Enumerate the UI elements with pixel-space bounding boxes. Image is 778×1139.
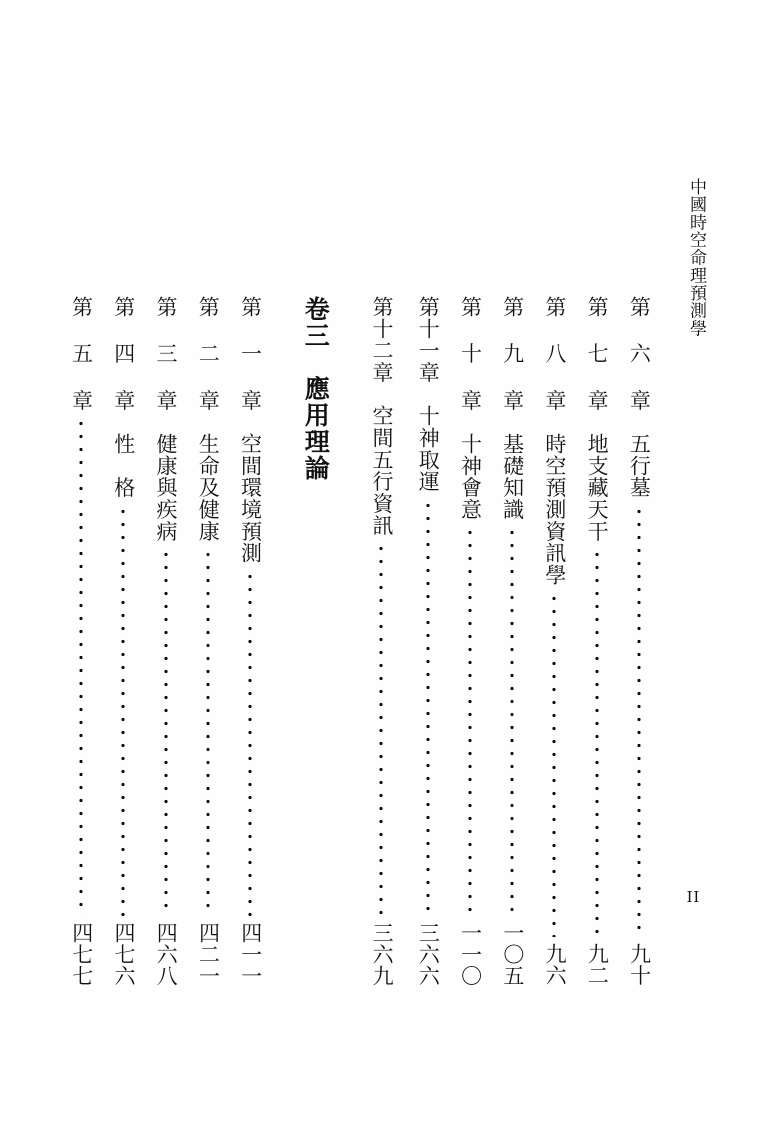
toc-section-heading — [289, 296, 342, 986]
toc-entry-page: 一一〇 — [458, 921, 483, 986]
running-head: 中國時空命理預測學 — [686, 178, 706, 338]
toc-leader-dots — [248, 570, 252, 916]
toc-entry[interactable] — [229, 296, 271, 986]
toc-leader-dots — [121, 505, 125, 916]
toc-entry-label: 第 六 章 五行墓 — [627, 296, 652, 499]
toc-leader-dots — [637, 505, 641, 938]
toc-entry-page: 九十 — [627, 943, 652, 986]
toc-entry[interactable] — [360, 296, 402, 986]
toc-entry[interactable] — [407, 296, 449, 986]
toc-entry-label: 第 九 章 基礎知識 — [500, 296, 525, 521]
toc-entry-page: 三六六 — [416, 921, 441, 986]
toc-entry-page: 三六九 — [370, 921, 395, 986]
toc-entry-page: 四一一 — [238, 921, 263, 986]
toc-entry[interactable] — [533, 296, 575, 986]
toc-entry-label: 第 八 章 時空預測資訊學 — [542, 296, 567, 586]
toc-entry[interactable] — [60, 296, 102, 986]
toc-entry[interactable] — [491, 296, 533, 986]
table-of-contents — [60, 296, 660, 996]
toc-entry-page: 四七七 — [69, 921, 94, 986]
toc-entry[interactable] — [449, 296, 491, 986]
toc-entry-page: 四六八 — [154, 921, 179, 986]
toc-entry[interactable] — [144, 296, 186, 986]
toc-leader-dots — [510, 526, 514, 915]
toc-entry-label: 第 二 章 生命及健康 — [196, 296, 221, 543]
toc-entry-page: 一〇五 — [500, 921, 525, 986]
toc-leader-dots — [426, 499, 430, 916]
toc-entry-label: 第 七 章 地支藏天干 — [585, 296, 610, 543]
toc-entry-page: 四七六 — [111, 921, 136, 986]
toc-entry-label: 第十二章 空間五行資訊 — [369, 296, 394, 537]
toc-entry[interactable] — [618, 296, 660, 986]
toc-entry-label: 第 十 章 十神會意 — [458, 296, 483, 521]
toc-entry-page: 九六 — [543, 943, 568, 986]
toc-entry[interactable] — [102, 296, 144, 986]
toc-leader-dots — [164, 548, 168, 915]
toc-entry-label: 第 五 章 — [69, 296, 94, 412]
toc-entry[interactable] — [187, 296, 229, 986]
page-number: II — [686, 888, 700, 906]
toc-section-label: 卷三 應用理論 — [301, 296, 331, 482]
toc-leader-dots — [468, 526, 472, 915]
toc-leader-dots — [595, 548, 599, 937]
toc-leader-dots — [552, 592, 556, 937]
toc-leader-dots — [79, 417, 83, 916]
toc-leader-dots — [206, 548, 210, 915]
toc-entry-label: 第 四 章 性 格 — [111, 296, 136, 499]
toc-entry-page: 四二一 — [196, 921, 221, 986]
toc-entry-label: 第 一 章 空間環境預測 — [238, 296, 263, 565]
toc-entry[interactable] — [576, 296, 618, 986]
toc-entry-page: 九二 — [585, 943, 610, 986]
toc-leader-dots — [379, 542, 383, 915]
toc-entry-label: 第十一章 十神取運 — [416, 296, 441, 493]
toc-entry-label: 第 三 章 健康與疾病 — [154, 296, 179, 543]
